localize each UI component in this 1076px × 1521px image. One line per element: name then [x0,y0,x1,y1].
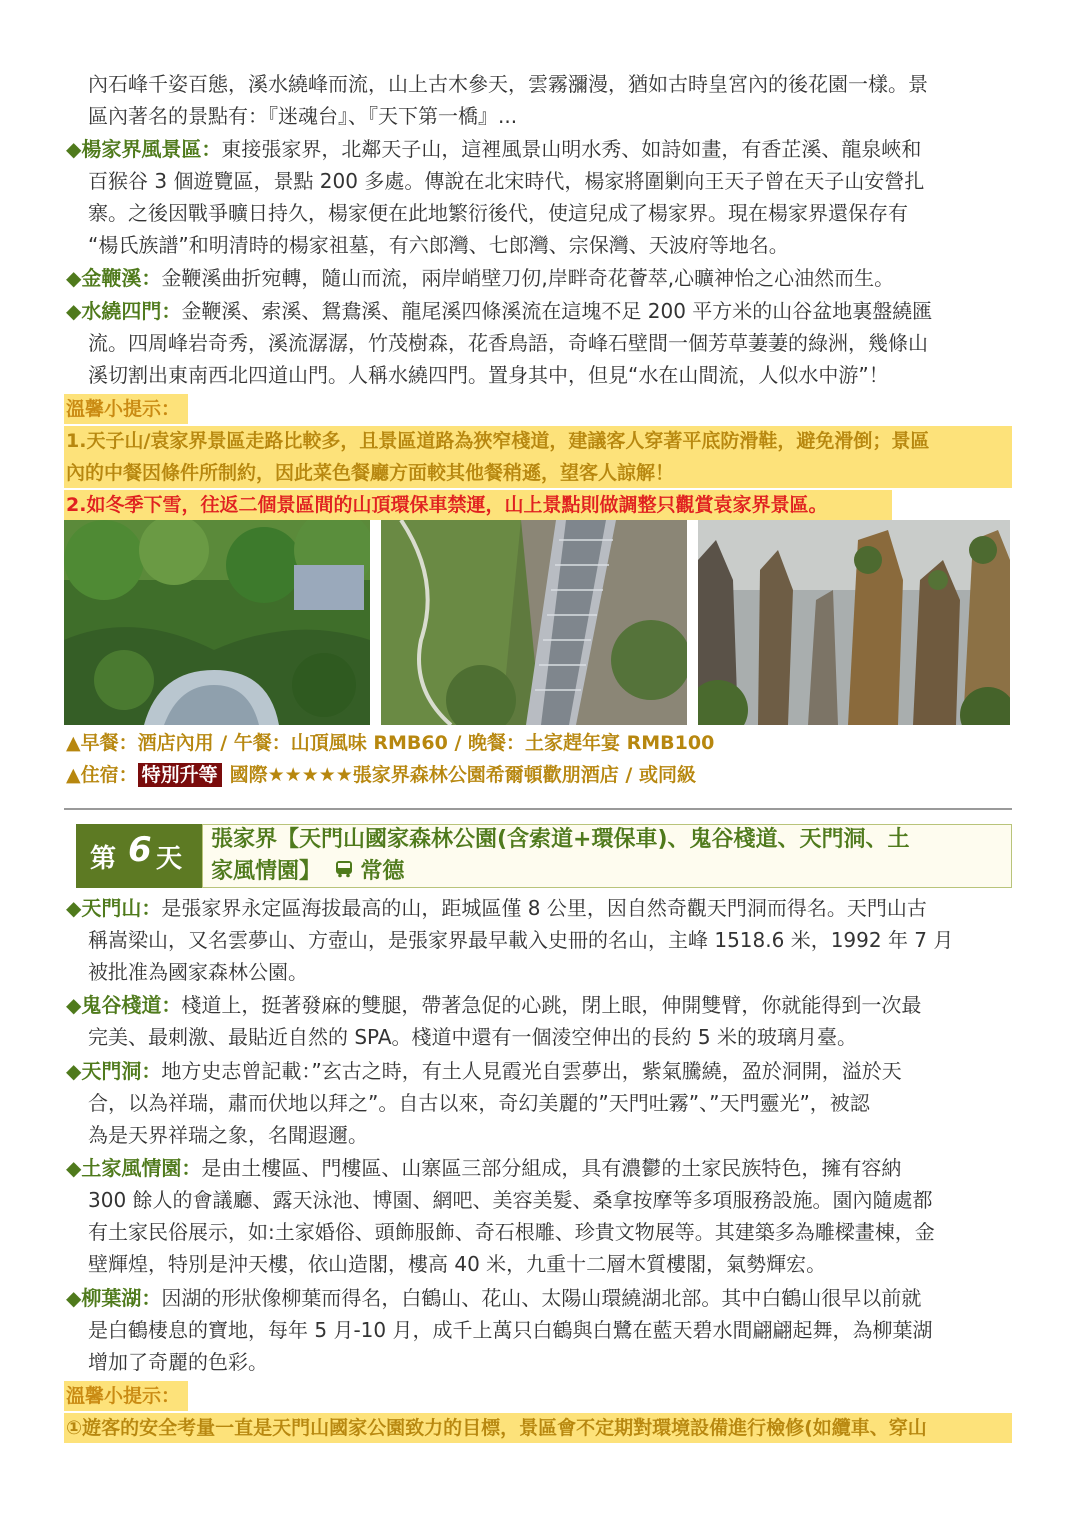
paragraph-text: 棧道上，挺著發麻的雙腿，帶著急促的心跳，閉上眼，伸開雙臂，你就能得到一次最 [181,993,922,1017]
paragraph-line: “楊氏族譜”和明清時的楊家祖墓，有六郎灣、七郎灣、宗保灣、天波府等地名。 [88,233,789,257]
paragraph-line: 300 餘人的會議廳、露天泳池、博園、網吧、美容美髮、桑拿按摩等多項服務設施。園內隨處都 [88,1188,933,1212]
photo-natural-bridge [64,520,370,725]
tujia-label: ◆土家風情園： [66,1156,202,1180]
hotel-name: 國際★★★★★張家界森林公園希爾頓歡朋酒店 / 或同級 [229,764,696,786]
tip-title: 溫馨小提示： [66,398,181,420]
day-title-line2 [211,857,404,887]
day-title-text: 家風情園】 [211,859,322,884]
paragraph-text: 東接張家界，北鄰天子山，這裡風景山明水秀、如詩如畫，有香芷溪、龍泉峽和 [221,137,922,161]
day-destination: 常德 [360,859,405,884]
paragraph-text: 金鞭溪、索溪、鴛鴦溪、龍尾溪四條溪流在這塊不足 200 平方米的山谷盆地裏盤繞匯 [181,299,933,323]
day-suffix: 天 [156,844,183,874]
photo-elevator-cliff [381,520,687,725]
paragraph-line: 合，以為祥瑞，肅而伏地以拜之”。自古以來，奇幻美麗的”天門吐霧”、”天門靈光”，被認 [88,1091,870,1115]
paragraph-line: 百猴谷 3 個遊覽區，景點 200 多處。傳說在北宋時代，楊家將圍剿向王天子曾在天子山安營扎 [88,169,925,193]
tip-line: 內的中餐因條件所制約，因此菜色餐廳方面較其他餐稍遜，望客人諒解！ [66,462,675,484]
day-prefix: 第 [90,844,117,874]
paragraph-text: 是張家界永定區海拔最高的山，距城區僅 8 公里，因自然奇觀天門洞而得名。天門山古 [161,896,927,920]
tianmenshan-label: ◆天門山： [66,896,162,920]
day-title-line1: 張家界【天門山國家森林公園(含索道+環保車)、鬼谷棧道、天門洞、土 [211,827,910,852]
paragraph-line: 是白鶴棲息的寶地，每年 5 月-10 月，成千上萬只白鶴與白鷺在藍天碧水間翩翩起舞，為柳葉湖 [88,1318,933,1342]
tianmendong-paragraph [66,1055,902,1087]
tip-line-warning: 2.如冬季下雪，往返二個景區間的山頂環保車禁運，山上景點則做調整只觀賞袁家界景區。 [66,494,828,516]
guigu-label: ◆鬼谷棧道： [66,993,182,1017]
tianmendong-label: ◆天門洞： [66,1059,162,1083]
paragraph-line: 有土家民俗展示，如:土家婚俗、頭飾服飾、奇石根雕、珍貴文物展等。其建築多為雕樑畫棟，金 [88,1220,935,1244]
paragraph-line: 壁輝煌，特別是沖天樓，依山造閣，樓高 40 米，九重十二層木質樓閣，氣勢輝宏。 [88,1252,827,1276]
shuiraosimen-paragraph [66,295,932,327]
paragraph-text: 是由土樓區、門樓區、山寨區三部分組成，具有濃鬱的土家民族特色，擁有容納 [201,1156,902,1180]
liuyehu-paragraph [66,1282,921,1314]
day-number: 6 [128,830,152,870]
shuiraosimen-label: ◆水繞四門： [66,299,182,323]
paragraph-line: 完美、最刺激、最貼近自然的 SPA。棧道中還有一個淩空伸出的長約 5 米的玻璃月臺。 [88,1025,857,1049]
paragraph-line: 增加了奇麗的色彩。 [88,1350,268,1374]
intro-line: 內石峰千姿百態，溪水繞峰而流，山上古木參天，雲霧瀰漫，猶如古時皇宮內的後花園一樣。景 [88,72,928,96]
tip-title: 溫馨小提示： [66,1385,181,1407]
section-divider [64,808,1012,810]
guigu-paragraph [66,989,921,1021]
paragraph-text: 金鞭溪曲折宛轉，隨山而流，兩岸峭壁刀仞,岸畔奇花薈萃,心曠神怡之心油然而生。 [161,266,895,290]
paragraph-text: 因湖的形狀像柳葉而得名，白鶴山、花山、太陽山環繞湖北部。其中白鶴山很早以前就 [161,1286,922,1310]
paragraph-line: 被批准為國家森林公園。 [88,960,308,984]
meals-line: ▲早餐：酒店內用 / 午餐：山頂風味 RMB60 / 晚餐：土家趕年宴 RMB100 [66,732,715,754]
tianmenshan-paragraph [66,892,927,924]
lodging-prefix: ▲住宿： [66,764,138,786]
paragraph-line: 稱嵩梁山，又名雲夢山、方壺山，是張家界最早載入史冊的名山，主峰 1518.6 米，1992 年 7 月 [88,928,954,952]
paragraph-line: 溪切割出東南西北四道山門。人稱水繞四門。置身其中，但見“水在山間流，人似水中游”！ [88,363,889,387]
upgrade-badge: 特別升等 [138,763,222,787]
tujia-paragraph [66,1152,901,1184]
yangjiajie-label: ◆楊家界風景區： [66,137,222,161]
lodging-line [66,760,696,790]
tip-line: 1.天子山/袁家界景區走路比較多，且景區道路為狹窄棧道，建議客人穿著平底防滑鞋，避免滑倒；景區 [66,430,930,452]
paragraph-line: 流。四周峰岩奇秀，溪流潺潺，竹茂樹森，花香鳥語，奇峰石壁間一個芳草萋萋的綠洲，幾條山 [88,331,928,355]
paragraph-line: 為是天界祥瑞之象，名聞遐邇。 [88,1123,368,1147]
paragraph-line: 寨。之後因戰爭曠日持久，楊家便在此地繁衍後代，使這兒成了楊家界。現在楊家界還保存有 [88,201,908,225]
day-title-box [202,824,1012,888]
yangjiajie-paragraph [66,133,921,165]
day-badge [76,824,202,888]
jinbianxi-label: ◆金鞭溪： [66,266,162,290]
bus-icon [335,857,353,887]
jinbianxi-paragraph [66,262,894,294]
intro-line: 區內著名的景點有：『迷魂台』、『天下第一橋』... [88,104,518,128]
liuyehu-label: ◆柳葉湖： [66,1286,162,1310]
tip-line: ①遊客的安全考量一直是天門山國家公園致力的目標，景區會不定期對環境設備進行檢修(如纜車、穿山 [66,1417,927,1439]
photo-stone-pillars [698,520,1010,725]
paragraph-text: 地方史志曾記載：”玄古之時，有土人見霞光自雲夢出，紫氣騰繞，盈於洞開，溢於天 [161,1059,902,1083]
